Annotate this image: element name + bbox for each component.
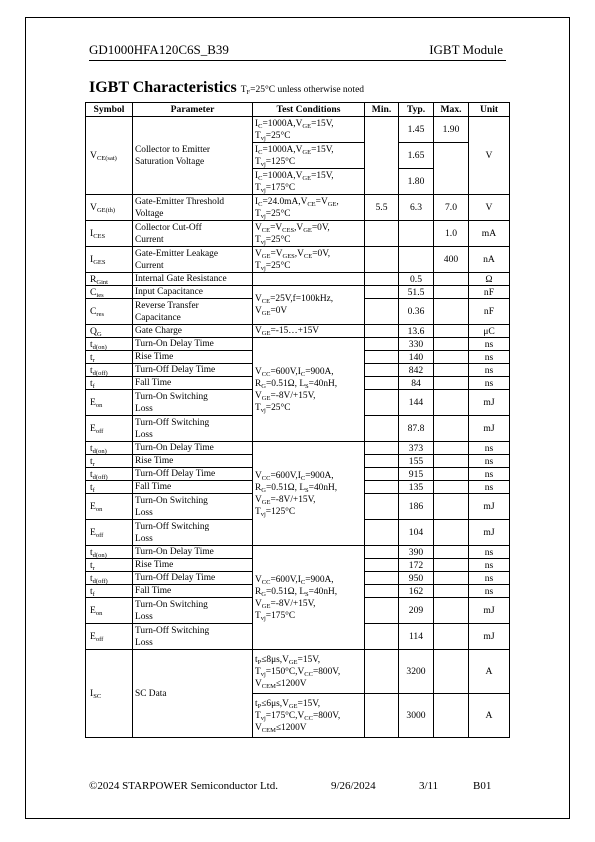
unit-cell: A <box>469 694 510 738</box>
table-row <box>86 338 510 351</box>
module-type: IGBT Module <box>429 42 503 57</box>
table-row <box>86 325 510 338</box>
parameter-cell: Turn-Off Switching Loss <box>133 416 253 442</box>
min-cell <box>365 221 399 247</box>
max-cell <box>434 286 469 299</box>
symbol-cell: $V_{CE(sat)}$ <box>86 117 133 195</box>
max-cell <box>434 572 469 585</box>
symbol-cell: $t_{d(on)}$ <box>86 338 133 351</box>
unit-cell: mJ <box>469 416 510 442</box>
min-cell <box>365 390 399 416</box>
min-cell <box>365 299 399 325</box>
condition-cell: $V_{GE}=V_{GES},V_{CE}=0V$, $T_{vj}=25^\circ C$ <box>253 247 365 273</box>
typ-cell: 0.36 <box>399 299 434 325</box>
max-cell <box>434 468 469 481</box>
switching-section <box>86 338 510 650</box>
condition-cell: $V_{CC}=600V,I_C=900A$, $R_G=0.51\Omega$, $L_S=40nH$, $V_{GE}=-8V/+15V$, $T_{vj}=175^\circ C$ <box>253 546 365 650</box>
min-cell <box>365 273 399 286</box>
parameter-cell: Turn-On Switching Loss <box>133 598 253 624</box>
typ-cell: 104 <box>399 520 434 546</box>
max-cell <box>434 273 469 286</box>
min-cell <box>365 650 399 694</box>
parameter-cell: Fall Time <box>133 377 253 390</box>
min-cell <box>365 694 399 738</box>
min-cell <box>365 585 399 598</box>
parameter-cell: Input Capacitance <box>133 286 253 299</box>
parameter-cell: Turn-On Delay Time <box>133 338 253 351</box>
typ-cell: 155 <box>399 455 434 468</box>
max-cell: 1.0 <box>434 221 469 247</box>
col-symbol: Symbol <box>86 103 133 117</box>
parameter-cell: Rise Time <box>133 559 253 572</box>
unit-cell: mJ <box>469 390 510 416</box>
typ-cell: 140 <box>399 351 434 364</box>
table-row <box>86 650 510 694</box>
min-cell <box>365 364 399 377</box>
symbol-cell: $t_{d(off)}$ <box>86 572 133 585</box>
symbol-cell: $E_{off}$ <box>86 416 133 442</box>
condition-cell: $V_{CC}=600V,I_C=900A$, $R_G=0.51\Omega$, $L_S=40nH$, $V_{GE}=-8V/+15V$, $T_{vj}=25^\circ C$ <box>253 338 365 442</box>
unit-cell: μC <box>469 325 510 338</box>
condition-cell: $t_P\le 8\mu s,V_{GE}=15V$, $T_{vj}=150^\circ C,V_{CC}=800V$, $V_{CEM}\le 1200V$ <box>253 650 365 694</box>
section-title <box>89 79 364 97</box>
typ-cell: 3000 <box>399 694 434 738</box>
unit-cell: ns <box>469 585 510 598</box>
symbol-cell: $I_{GES}$ <box>86 247 133 273</box>
typ-cell: 13.6 <box>399 325 434 338</box>
min-cell <box>365 416 399 442</box>
min-cell <box>365 455 399 468</box>
parameter-cell: Turn-On Delay Time <box>133 442 253 455</box>
symbol-cell: $C_{res}$ <box>86 299 133 325</box>
symbol-cell: $E_{on}$ <box>86 494 133 520</box>
symbol-cell: $t_r$ <box>86 455 133 468</box>
min-cell <box>365 598 399 624</box>
unit-cell: nA <box>469 247 510 273</box>
parameter-cell: Gate-Emitter Threshold Voltage <box>133 195 253 221</box>
min-cell <box>365 520 399 546</box>
symbol-cell: $E_{off}$ <box>86 624 133 650</box>
unit-cell: mJ <box>469 598 510 624</box>
unit-cell: V <box>469 195 510 221</box>
unit-cell: ns <box>469 364 510 377</box>
symbol-cell: $Q_G$ <box>86 325 133 338</box>
typ-cell: 390 <box>399 546 434 559</box>
max-cell <box>434 481 469 494</box>
unit-cell: ns <box>469 442 510 455</box>
unit-cell: nF <box>469 286 510 299</box>
parameter-cell: Turn-Off Switching Loss <box>133 624 253 650</box>
parameter-cell: Turn-Off Delay Time <box>133 468 253 481</box>
max-cell <box>434 351 469 364</box>
typ-cell: 1.65 <box>399 143 434 169</box>
max-cell: 400 <box>434 247 469 273</box>
condition-cell: $I_C=1000A,V_{GE}=15V$, $T_{vj}=125^\circ C$ <box>253 143 365 169</box>
parameter-cell: Turn-On Delay Time <box>133 546 253 559</box>
max-cell <box>434 325 469 338</box>
max-cell <box>434 546 469 559</box>
typ-cell: 162 <box>399 585 434 598</box>
min-cell <box>365 117 399 195</box>
parameter-cell: SC Data <box>133 650 253 738</box>
max-cell <box>434 377 469 390</box>
typ-cell: 1.45 <box>399 117 434 143</box>
condition-cell: $I_C=1000A,V_{GE}=15V$, $T_{vj}=175^\circ C$ <box>253 169 365 195</box>
typ-cell: 1.80 <box>399 169 434 195</box>
condition-cell: $V_{CC}=600V,I_C=900A$, $R_G=0.51\Omega$, $L_S=40nH$, $V_{GE}=-8V/+15V$, $T_{vj}=125^\circ C$ <box>253 442 365 546</box>
unit-cell: mA <box>469 221 510 247</box>
typ-cell: 373 <box>399 442 434 455</box>
parameter-cell: Rise Time <box>133 455 253 468</box>
unit-cell: A <box>469 650 510 694</box>
unit-cell: nF <box>469 299 510 325</box>
typ-cell: 186 <box>399 494 434 520</box>
parameter-cell: Fall Time <box>133 585 253 598</box>
parameter-cell: Internal Gate Resistance <box>133 273 253 286</box>
parameter-cell: Rise Time <box>133 351 253 364</box>
max-cell <box>434 143 469 195</box>
col-parameter: Parameter <box>133 103 253 117</box>
max-cell <box>434 494 469 520</box>
min-cell <box>365 494 399 520</box>
col-max: Max. <box>434 103 469 117</box>
typ-cell <box>399 247 434 273</box>
table-row <box>86 442 510 455</box>
max-cell <box>434 650 469 694</box>
min-cell <box>365 351 399 364</box>
typ-cell: 84 <box>399 377 434 390</box>
header-rule <box>89 60 506 61</box>
max-cell <box>434 598 469 624</box>
min-cell <box>365 572 399 585</box>
max-cell: 7.0 <box>434 195 469 221</box>
symbol-cell: $E_{off}$ <box>86 520 133 546</box>
condition-cell: $V_{GE}=-15\dots+15V$ <box>253 325 365 338</box>
section-title-condition: $T_F=25^\circ C$ unless otherwise noted <box>240 85 365 96</box>
unit-cell: V <box>469 117 510 195</box>
min-cell <box>365 338 399 351</box>
max-cell <box>434 559 469 572</box>
max-cell <box>434 585 469 598</box>
symbol-cell: $E_{on}$ <box>86 598 133 624</box>
parameter-cell: Collector to Emitter Saturation Voltage <box>133 117 253 195</box>
parameter-cell: Turn-Off Switching Loss <box>133 520 253 546</box>
parameter-cell: Turn-On Switching Loss <box>133 390 253 416</box>
condition-cell: $V_{CE}=25V,f=100kHz$, $V_{GE}=0V$ <box>253 286 365 325</box>
min-cell <box>365 481 399 494</box>
parameter-cell: Turn-Off Delay Time <box>133 364 253 377</box>
section-title-main: IGBT Characteristics <box>89 79 237 96</box>
symbol-cell: $E_{on}$ <box>86 390 133 416</box>
unit-cell: ns <box>469 572 510 585</box>
typ-cell: 330 <box>399 338 434 351</box>
max-cell <box>434 694 469 738</box>
min-cell <box>365 377 399 390</box>
table-row <box>86 247 510 273</box>
table-row <box>86 221 510 247</box>
typ-cell: 6.3 <box>399 195 434 221</box>
min-cell: 5.5 <box>365 195 399 221</box>
unit-cell: ns <box>469 468 510 481</box>
unit-cell: Ω <box>469 273 510 286</box>
min-cell <box>365 624 399 650</box>
typ-cell: 135 <box>399 481 434 494</box>
max-cell <box>434 364 469 377</box>
unit-cell: ns <box>469 351 510 364</box>
typ-cell: 915 <box>399 468 434 481</box>
symbol-cell: $t_f$ <box>86 377 133 390</box>
max-cell <box>434 455 469 468</box>
unit-cell: ns <box>469 377 510 390</box>
symbol-cell: $t_{d(on)}$ <box>86 546 133 559</box>
unit-cell: mJ <box>469 494 510 520</box>
footer-revision: B01 <box>473 780 492 792</box>
typ-cell: 0.5 <box>399 273 434 286</box>
unit-cell: mJ <box>469 520 510 546</box>
parameter-cell: Collector Cut-Off Current <box>133 221 253 247</box>
condition-cell: $I_C=1000A,V_{GE}=15V$, $T_{vj}=25^\circ C$ <box>253 117 365 143</box>
col-unit: Unit <box>469 103 510 117</box>
parameter-cell: Gate-Emitter Leakage Current <box>133 247 253 273</box>
typ-cell: 842 <box>399 364 434 377</box>
typ-cell: 144 <box>399 390 434 416</box>
parameter-cell: Gate Charge <box>133 325 253 338</box>
table-row <box>86 286 510 299</box>
min-cell <box>365 286 399 299</box>
typ-cell: 87.8 <box>399 416 434 442</box>
max-cell <box>434 299 469 325</box>
symbol-cell: $V_{GE(th)}$ <box>86 195 133 221</box>
condition-cell: $I_C=24.0mA,V_{CE}=V_{GE}$, $T_{vj}=25^\circ C$ <box>253 195 365 221</box>
condition-cell: $V_{CE}=V_{CES},V_{GE}=0V$, $T_{vj}=25^\circ C$ <box>253 221 365 247</box>
unit-cell: ns <box>469 546 510 559</box>
symbol-cell: $C_{ies}$ <box>86 286 133 299</box>
parameter-cell: Turn-On Switching Loss <box>133 494 253 520</box>
parameter-cell: Fall Time <box>133 481 253 494</box>
igbt-characteristics-table <box>85 102 510 738</box>
unit-cell: ns <box>469 455 510 468</box>
min-cell <box>365 468 399 481</box>
table-row <box>86 273 510 286</box>
footer-copyright: ©2024 STARPOWER Semiconductor Ltd. <box>89 780 278 792</box>
unit-cell: ns <box>469 338 510 351</box>
typ-cell: 3200 <box>399 650 434 694</box>
symbol-cell: $I_{CES}$ <box>86 221 133 247</box>
symbol-cell: $t_f$ <box>86 481 133 494</box>
min-cell <box>365 559 399 572</box>
max-cell <box>434 442 469 455</box>
typ-cell: 51.5 <box>399 286 434 299</box>
table-row <box>86 546 510 559</box>
symbol-cell: $t_{d(off)}$ <box>86 468 133 481</box>
typ-cell: 209 <box>399 598 434 624</box>
table-row <box>86 195 510 221</box>
min-cell <box>365 546 399 559</box>
unit-cell: mJ <box>469 624 510 650</box>
min-cell <box>365 325 399 338</box>
condition-cell <box>253 273 365 286</box>
max-cell <box>434 390 469 416</box>
typ-cell: 950 <box>399 572 434 585</box>
col-test-conditions: Test Conditions <box>253 103 365 117</box>
col-typ: Typ. <box>399 103 434 117</box>
typ-cell: 172 <box>399 559 434 572</box>
max-cell <box>434 416 469 442</box>
symbol-cell: $t_{d(off)}$ <box>86 364 133 377</box>
table-row <box>86 117 510 143</box>
col-min: Min. <box>365 103 399 117</box>
parameter-cell: Reverse Transfer Capacitance <box>133 299 253 325</box>
max-cell <box>434 520 469 546</box>
symbol-cell: $t_f$ <box>86 585 133 598</box>
unit-cell: ns <box>469 559 510 572</box>
parameter-cell: Turn-Off Delay Time <box>133 572 253 585</box>
typ-cell: 114 <box>399 624 434 650</box>
max-cell <box>434 624 469 650</box>
symbol-cell: $t_{d(on)}$ <box>86 442 133 455</box>
min-cell <box>365 247 399 273</box>
symbol-cell: $R_{Gint}$ <box>86 273 133 286</box>
symbol-cell: $t_r$ <box>86 559 133 572</box>
min-cell <box>365 442 399 455</box>
max-cell: 1.90 <box>434 117 469 143</box>
part-number: GD1000HFA120C6S_B39 <box>89 42 229 57</box>
footer-page-number: 3/11 <box>419 780 439 792</box>
symbol-cell: $I_{SC}$ <box>86 650 133 738</box>
unit-cell: ns <box>469 481 510 494</box>
condition-cell: $t_P\le 6\mu s,V_{GE}=15V$, $T_{vj}=175^\circ C,V_{CC}=800V$, $V_{CEM}\le 1200V$ <box>253 694 365 738</box>
typ-cell <box>399 221 434 247</box>
symbol-cell: $t_r$ <box>86 351 133 364</box>
max-cell <box>434 338 469 351</box>
footer-date: 9/26/2024 <box>331 780 376 792</box>
table-header-row <box>86 103 510 117</box>
